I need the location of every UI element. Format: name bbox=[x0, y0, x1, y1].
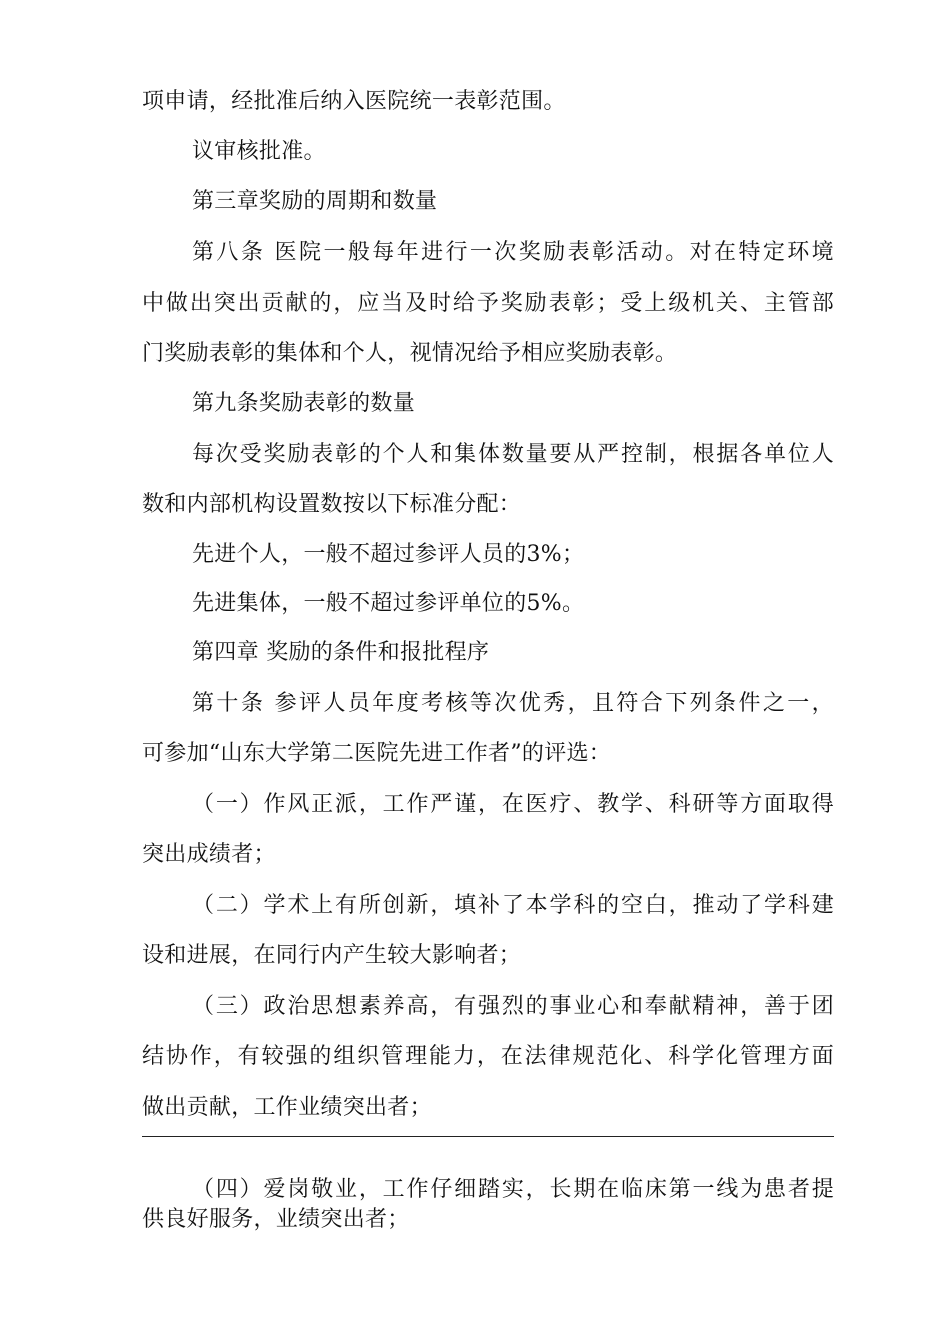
condition-item-line: 结协作，有较强的组织管理能力，在法律规范化、科学化管理方面 bbox=[142, 1044, 834, 1069]
chapter-heading: 第三章奖励的周期和数量 bbox=[192, 189, 438, 214]
condition-item-line: 做出贡献，工作业绩突出者； bbox=[142, 1095, 432, 1120]
condition-item-line: 设和进展，在同行内产生较大影响者； bbox=[142, 943, 522, 968]
condition-item-line: （二）学术上有所创新，填补了本学科的空白，推动了学科建 bbox=[192, 893, 834, 918]
article-10-line: 第十条 参评人员年度考核等次优秀，且符合下列条件之一， bbox=[192, 691, 834, 716]
page-divider bbox=[142, 1136, 834, 1137]
article-8-line: 中做出突出贡献的，应当及时给予奖励表彰；受上级机关、主管部 bbox=[142, 291, 834, 316]
paragraph-line: 先进集体，一般不超过参评单位的5%。 bbox=[192, 591, 585, 616]
text-line: 项申请，经批准后纳入医院统一表彰范围。 bbox=[142, 89, 566, 114]
paragraph-line: 先进个人，一般不超过参评人员的3%； bbox=[192, 542, 585, 567]
condition-item-line: 突出成绩者； bbox=[142, 842, 276, 867]
condition-item-line: （三）政治思想素养高，有强烈的事业心和奉献精神，善于团 bbox=[192, 994, 834, 1019]
article-8-line: 第八条 医院一般每年进行一次奖励表彰活动。对在特定环境 bbox=[192, 240, 834, 265]
article-heading: 第九条奖励表彰的数量 bbox=[192, 391, 416, 416]
paragraph-line: 每次受奖励表彰的个人和集体数量要从严控制，根据各单位人 bbox=[192, 442, 834, 467]
article-10-line: 可参加“山东大学第二医院先进工作者”的评选： bbox=[142, 741, 612, 766]
text-line: 议审核批准。 bbox=[192, 139, 326, 164]
condition-item-line: （四）爱岗敬业，工作仔细踏实，长期在临床第一线为患者提 bbox=[192, 1177, 834, 1202]
paragraph-line: 数和内部机构设置数按以下标准分配： bbox=[142, 492, 522, 517]
chapter-heading: 第四章 奖励的条件和报批程序 bbox=[192, 640, 490, 665]
article-8-line: 门奖励表彰的集体和个人，视情况给予相应奖励表彰。 bbox=[142, 341, 678, 366]
condition-item-line: 供良好服务，业绩突出者； bbox=[142, 1207, 410, 1232]
condition-item-line: （一）作风正派，工作严谨，在医疗、教学、科研等方面取得 bbox=[192, 792, 834, 817]
